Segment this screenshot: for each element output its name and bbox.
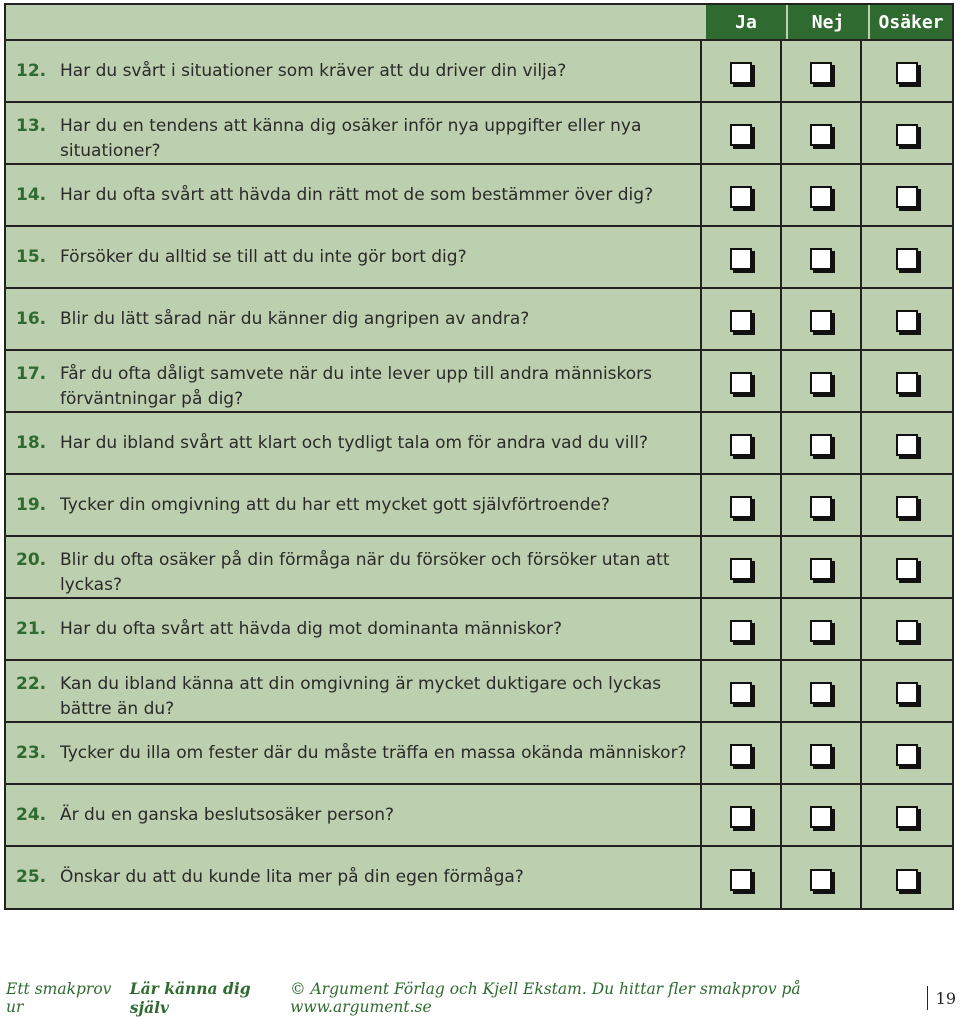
- question-number: 17.: [16, 364, 47, 384]
- answer-cell-nej: [782, 785, 862, 845]
- answer-cell-nej: [782, 351, 862, 411]
- question-row: [6, 847, 952, 908]
- answer-cell-ja: [702, 785, 782, 845]
- checkbox-nej[interactable]: [810, 744, 832, 766]
- checkbox-osaker[interactable]: [896, 124, 918, 146]
- answer-cell-nej: [782, 103, 862, 163]
- question-text: Är du en ganska beslutsosäker person?: [60, 804, 395, 825]
- answer-cell-ja: [702, 661, 782, 721]
- footer: [6, 979, 956, 1017]
- question-text: Har du en tendens att känna dig osäker inför nya uppgifter eller nya situationer?: [60, 116, 642, 161]
- checkbox-nej[interactable]: [810, 682, 832, 704]
- question-text: Blir du lätt sårad när du känner dig angripen av andra?: [60, 308, 530, 329]
- checkbox-nej[interactable]: [810, 62, 832, 84]
- question-row: [6, 103, 952, 165]
- answer-cell-nej: [782, 537, 862, 597]
- footer-book-title: Lär känna dig själv: [129, 979, 251, 1017]
- question-row: [6, 351, 952, 413]
- checkbox-osaker[interactable]: [896, 248, 918, 270]
- question-text-cell: [6, 227, 702, 287]
- question-number: 16.: [16, 308, 47, 329]
- answer-cell-osaker: [862, 289, 952, 349]
- question-number: 19.: [16, 494, 47, 515]
- checkbox-nej[interactable]: [810, 620, 832, 642]
- checkbox-osaker[interactable]: [896, 310, 918, 332]
- question-row: [6, 537, 952, 599]
- checkbox-ja[interactable]: [730, 682, 752, 704]
- question-number: 21.: [16, 618, 47, 639]
- question-row: [6, 413, 952, 475]
- answer-cell-nej: [782, 289, 862, 349]
- answer-cell-ja: [702, 413, 782, 473]
- question-text: Kan du ibland känna att din omgivning är mycket duktigare och lyckas bättre än du?: [60, 674, 662, 719]
- answer-cell-nej: [782, 723, 862, 783]
- answer-cell-nej: [782, 661, 862, 721]
- answer-cell-osaker: [862, 599, 952, 659]
- question-row: [6, 227, 952, 289]
- answer-cell-ja: [702, 847, 782, 908]
- question-row: [6, 289, 952, 351]
- answer-cell-osaker: [862, 103, 952, 163]
- answer-cell-osaker: [862, 537, 952, 597]
- question-number: 20.: [16, 550, 47, 570]
- question-text: Försöker du alltid se till att du inte gör bort dig?: [60, 246, 467, 267]
- checkbox-ja[interactable]: [730, 869, 752, 891]
- answer-cell-osaker: [862, 165, 952, 225]
- checkbox-ja[interactable]: [730, 372, 752, 394]
- answer-cell-ja: [702, 351, 782, 411]
- checkbox-osaker[interactable]: [896, 62, 918, 84]
- question-text: Blir du ofta osäker på din förmåga när du försöker och försöker utan att lyckas?: [60, 550, 670, 595]
- question-number: 23.: [16, 742, 47, 763]
- checkbox-osaker[interactable]: [896, 372, 918, 394]
- header-spacer: [6, 5, 704, 39]
- question-text: Har du ofta svårt att hävda din rätt mot de som bestämmer över dig?: [60, 184, 654, 205]
- question-text: Har du ofta svårt att hävda dig mot dominanta människor?: [60, 618, 562, 639]
- answer-cell-osaker: [862, 723, 952, 783]
- checkbox-nej[interactable]: [810, 434, 832, 456]
- question-number: 15.: [16, 246, 47, 267]
- answer-cell-ja: [702, 289, 782, 349]
- question-row: [6, 661, 952, 723]
- question-text-cell: [6, 785, 702, 845]
- question-rows: [6, 41, 952, 908]
- question-text: Har du svårt i situationer som kräver att du driver din vilja?: [60, 60, 567, 81]
- answer-cell-nej: [782, 413, 862, 473]
- footer-suffix: © Argument Förlag och Kjell Ekstam. Du hittar fler smakprov på www.argument.se: [290, 980, 801, 1016]
- questionnaire-table: [4, 3, 954, 910]
- header-osaker: Osäker: [868, 5, 952, 39]
- question-row: [6, 41, 952, 103]
- answer-cell-nej: [782, 165, 862, 225]
- question-text: Tycker du illa om fester där du måste träffa en massa okända människor?: [60, 742, 687, 763]
- answer-cell-nej: [782, 227, 862, 287]
- checkbox-nej[interactable]: [810, 558, 832, 580]
- question-number: 18.: [16, 432, 47, 453]
- answer-cell-ja: [702, 475, 782, 535]
- footer-prefix: Ett smakprov ur: [6, 980, 112, 1016]
- checkbox-ja[interactable]: [730, 186, 752, 208]
- checkbox-ja[interactable]: [730, 62, 752, 84]
- checkbox-nej[interactable]: [810, 806, 832, 828]
- answer-cell-ja: [702, 723, 782, 783]
- question-text-cell: [6, 413, 702, 473]
- question-text: Får du ofta dåligt samvete när du inte lever upp till andra människors förväntningar på dig?: [60, 364, 653, 409]
- checkbox-osaker[interactable]: [896, 186, 918, 208]
- answer-cell-nej: [782, 41, 862, 101]
- question-text: Har du ibland svårt att klart och tydligt tala om för andra vad du vill?: [60, 432, 648, 453]
- checkbox-ja[interactable]: [730, 248, 752, 270]
- checkbox-osaker[interactable]: [896, 496, 918, 518]
- question-text: Tycker din omgivning att du har ett mycket gott självförtroende?: [60, 494, 610, 515]
- question-number: 14.: [16, 184, 47, 205]
- answer-cell-osaker: [862, 227, 952, 287]
- question-row: [6, 165, 952, 227]
- question-text-cell: [6, 165, 702, 225]
- checkbox-ja[interactable]: [730, 806, 752, 828]
- question-text-cell: [6, 537, 702, 597]
- checkbox-osaker[interactable]: [896, 806, 918, 828]
- question-text-cell: [6, 475, 702, 535]
- answer-cell-osaker: [862, 41, 952, 101]
- answer-cell-nej: [782, 475, 862, 535]
- checkbox-nej[interactable]: [810, 248, 832, 270]
- question-number: 12.: [16, 60, 47, 81]
- question-number: 24.: [16, 804, 47, 825]
- question-row: [6, 599, 952, 661]
- question-text-cell: [6, 847, 702, 908]
- checkbox-osaker[interactable]: [896, 434, 918, 456]
- header-nej: Nej: [786, 5, 868, 39]
- answer-cell-osaker: [862, 475, 952, 535]
- checkbox-ja[interactable]: [730, 744, 752, 766]
- answer-cell-osaker: [862, 847, 952, 908]
- question-row: [6, 723, 952, 785]
- question-row: [6, 785, 952, 847]
- checkbox-nej[interactable]: [810, 186, 832, 208]
- question-text: Önskar du att du kunde lita mer på din egen förmåga?: [60, 867, 524, 887]
- answer-cell-osaker: [862, 661, 952, 721]
- checkbox-nej[interactable]: [810, 496, 832, 518]
- question-text-cell: [6, 723, 702, 783]
- question-text-cell: [6, 661, 702, 721]
- question-number: 22.: [16, 674, 47, 694]
- question-text-cell: [6, 599, 702, 659]
- answer-cell-osaker: [862, 413, 952, 473]
- checkbox-nej[interactable]: [810, 124, 832, 146]
- checkbox-osaker[interactable]: [896, 744, 918, 766]
- answer-cell-ja: [702, 537, 782, 597]
- checkbox-ja[interactable]: [730, 310, 752, 332]
- header-ja: Ja: [704, 5, 786, 39]
- question-number: 13.: [16, 116, 47, 136]
- answer-cell-ja: [702, 103, 782, 163]
- checkbox-ja[interactable]: [730, 124, 752, 146]
- checkbox-osaker[interactable]: [896, 558, 918, 580]
- page-number: 19: [927, 986, 956, 1010]
- answer-cell-ja: [702, 165, 782, 225]
- checkbox-ja[interactable]: [730, 620, 752, 642]
- question-text-cell: [6, 351, 702, 411]
- checkbox-ja[interactable]: [730, 434, 752, 456]
- answer-cell-osaker: [862, 785, 952, 845]
- question-text-cell: [6, 41, 702, 101]
- checkbox-nej[interactable]: [810, 310, 832, 332]
- question-text-cell: [6, 289, 702, 349]
- checkbox-nej[interactable]: [810, 869, 832, 891]
- answer-cell-nej: [782, 847, 862, 908]
- checkbox-osaker[interactable]: [896, 620, 918, 642]
- question-number: 25.: [16, 867, 47, 887]
- checkbox-osaker[interactable]: [896, 869, 918, 891]
- question-row: [6, 475, 952, 537]
- checkbox-nej[interactable]: [810, 372, 832, 394]
- answer-cell-ja: [702, 227, 782, 287]
- answer-cell-nej: [782, 599, 862, 659]
- checkbox-osaker[interactable]: [896, 682, 918, 704]
- table-header: [6, 5, 952, 41]
- answer-cell-ja: [702, 41, 782, 101]
- checkbox-ja[interactable]: [730, 558, 752, 580]
- question-text-cell: [6, 103, 702, 163]
- answer-cell-ja: [702, 599, 782, 659]
- answer-cell-osaker: [862, 351, 952, 411]
- checkbox-ja[interactable]: [730, 496, 752, 518]
